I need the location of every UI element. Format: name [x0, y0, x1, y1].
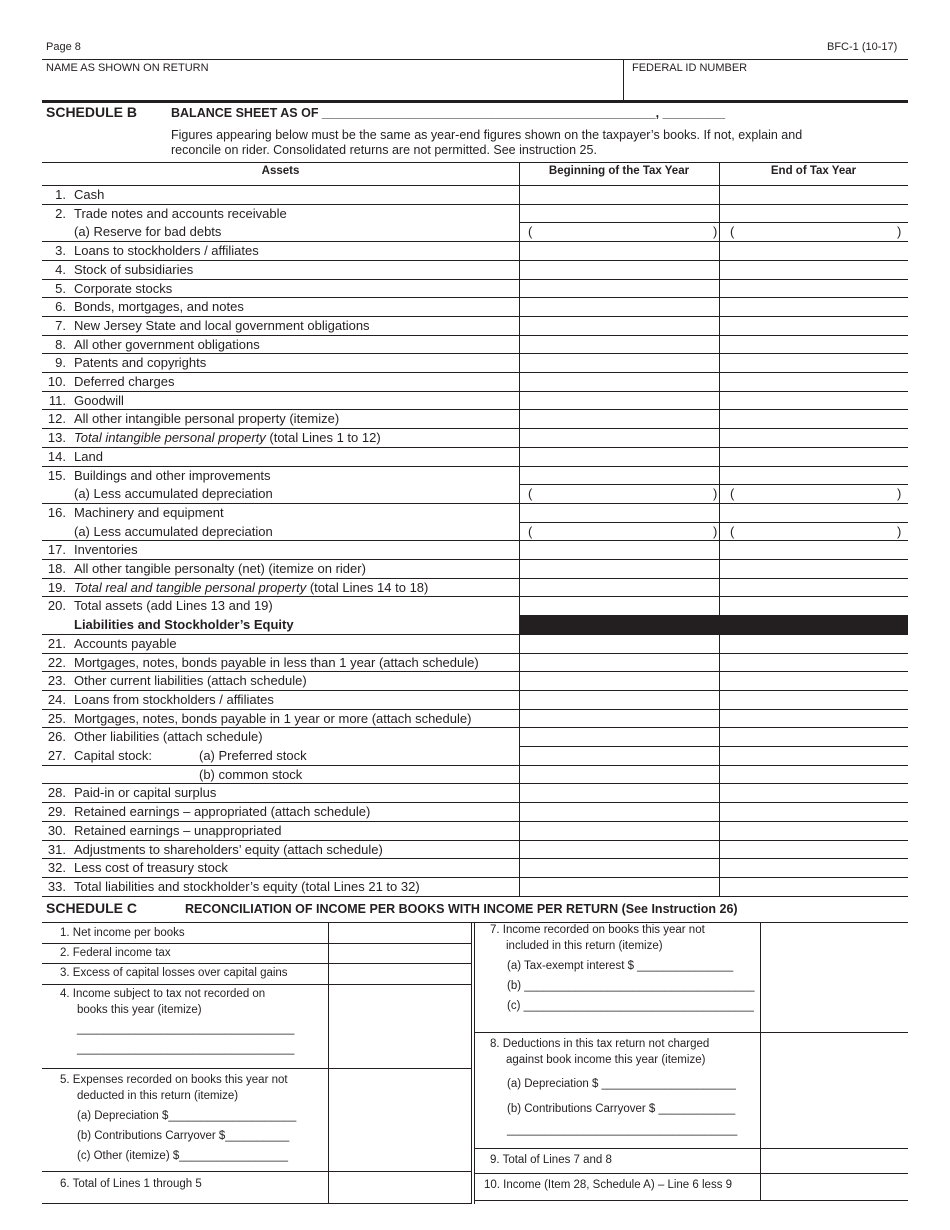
line-label [74, 318, 370, 333]
line-number: 7. [55, 317, 66, 333]
end-year-field[interactable] [720, 803, 907, 820]
line-label-text: (a) Reserve for bad debts [74, 224, 222, 240]
beginning-year-field[interactable] [520, 354, 718, 371]
end-year-field[interactable] [720, 298, 907, 315]
line-label-text: Patents and copyrights [74, 355, 207, 371]
paren-open: ( [730, 523, 735, 539]
line-label-italic: Total intangible personal property [74, 430, 266, 446]
end-year-field[interactable] [720, 354, 907, 371]
line-10-amount[interactable] [761, 1174, 907, 1199]
line-label [74, 636, 177, 651]
end-year-field[interactable] [720, 242, 907, 259]
depreciation-field[interactable]: (a) Depreciation $ _____________________ [507, 1078, 736, 1090]
line-label [74, 598, 273, 613]
end-year-field[interactable] [720, 597, 907, 614]
end-year-field[interactable] [720, 485, 907, 502]
beginning-year-field[interactable] [520, 672, 718, 689]
line-label [74, 711, 471, 726]
beginning-year-field[interactable] [520, 560, 718, 577]
beginning-year-field[interactable] [520, 336, 718, 353]
line-label [74, 486, 273, 501]
line-label-text: All other government obligations [74, 336, 260, 352]
line-number: 3. [55, 243, 66, 259]
row-divider [42, 896, 908, 897]
schedule-c-line-8-cont: against book income this year (itemize) [506, 1054, 706, 1066]
line-label-text: Cash [74, 187, 105, 202]
line-number: 22. [47, 654, 66, 670]
line-label-text: Deferred charges [74, 374, 175, 389]
beginning-year-field[interactable] [520, 223, 718, 240]
name-field[interactable] [42, 60, 622, 100]
paren-open: ( [730, 224, 735, 240]
beginning-year-field[interactable] [520, 766, 718, 783]
paren-open: ( [528, 224, 533, 240]
line-label [74, 617, 294, 632]
line-number: 23. [47, 673, 66, 689]
line-label [74, 524, 273, 539]
balance-sheet-title[interactable]: BALANCE SHEET AS OF ________________________________________________, _________ [171, 106, 726, 120]
line-label-text: Capital stock: [74, 748, 153, 763]
line-label-text: Corporate stocks [74, 280, 173, 296]
beginning-year-field[interactable] [520, 242, 718, 259]
beginning-year-field[interactable] [520, 429, 718, 446]
beginning-year-field[interactable] [520, 186, 718, 203]
federal-id-label: FEDERAL ID NUMBER [632, 62, 748, 74]
line-label [74, 243, 259, 258]
end-year-field[interactable] [720, 747, 907, 764]
end-year-field[interactable] [720, 654, 907, 671]
line-label [74, 804, 370, 819]
line-number: 11. [48, 392, 66, 408]
beginning-year-field[interactable] [520, 597, 718, 614]
end-year-field[interactable] [720, 317, 907, 334]
line-label-text: Adjustments to shareholders’ equity (attach schedule) [74, 841, 383, 857]
line-number: 26. [47, 729, 66, 745]
line-label [74, 411, 339, 426]
end-year-field[interactable] [720, 560, 907, 577]
beginning-year-field[interactable] [520, 205, 718, 222]
line-label [74, 468, 271, 483]
schedule-b-instruction: reconcile on rider. Consolidated returns are not permitted. See instruction 25. [171, 143, 597, 157]
beginning-year-field[interactable] [520, 467, 718, 484]
end-year-field[interactable] [720, 766, 907, 783]
schedule-c-line-8: 8. Deductions in this tax return not charged [490, 1038, 710, 1050]
line-label-suffix: (total Lines 14 to 18) [306, 579, 429, 595]
line-label [74, 673, 307, 688]
beginning-year-field[interactable] [520, 654, 718, 671]
itemize-line[interactable]: ____________________________________ [507, 1124, 738, 1136]
beginning-year-field[interactable] [520, 859, 718, 876]
schedule-c-line-4: 4. Income subject to tax not recorded on [60, 988, 266, 1000]
line-label-text: Total liabilities and stockholder’s equity (total Lines 21 to 32) [74, 878, 420, 894]
line-number: 4. [55, 261, 66, 277]
line-label [74, 262, 193, 277]
line-label [74, 224, 221, 239]
end-year-field[interactable] [720, 691, 907, 708]
line-5-amount[interactable] [329, 1069, 470, 1170]
line-label [74, 729, 263, 744]
schedule-c-title: RECONCILIATION OF INCOME PER BOOKS WITH INCOME PER RETURN (See Instruction 26) [185, 902, 738, 916]
end-year-field[interactable] [720, 504, 907, 521]
end-year-field[interactable] [720, 822, 907, 839]
line-label [74, 430, 381, 445]
beginning-year-field[interactable] [520, 298, 718, 315]
other-itemize-field[interactable]: (c) Other (itemize) $_________________ [77, 1150, 288, 1162]
line-label-text: Goodwill [74, 392, 124, 408]
line-label-text: Machinery and equipment [74, 504, 224, 520]
line-label-italic: Total real and tangible personal property [74, 579, 307, 595]
line-label [74, 449, 103, 464]
beginning-year-field[interactable] [520, 728, 718, 745]
paren-close: ) [713, 486, 718, 502]
beginning-year-field[interactable] [520, 579, 718, 596]
line-label [74, 299, 244, 314]
itemize-line[interactable]: (c) ____________________________________ [507, 1000, 754, 1012]
end-year-field[interactable] [720, 579, 907, 596]
beginning-year-field[interactable] [520, 410, 718, 427]
contributions-carryover-field[interactable]: (b) Contributions Carryover $__________ [77, 1130, 290, 1142]
line-label [74, 580, 428, 595]
beginning-year-field[interactable] [520, 747, 718, 764]
end-year-field[interactable] [720, 336, 907, 353]
line-number: 10. [47, 374, 66, 389]
col-header-end: End of Tax Year [770, 165, 857, 177]
paren-close: ) [897, 523, 902, 539]
beginning-year-field[interactable] [520, 448, 718, 465]
line-number: 5. [55, 280, 66, 296]
end-year-field[interactable] [720, 429, 907, 446]
line-label-text: Liabilities and Stockholder’s Equity [74, 617, 294, 633]
line-number: 9. [55, 355, 66, 371]
line-9-amount[interactable] [761, 1149, 907, 1172]
beginning-year-field[interactable] [520, 710, 718, 727]
line-number: 30. [47, 822, 66, 838]
beginning-year-field[interactable] [520, 523, 718, 540]
paren-open: ( [528, 523, 533, 539]
line-label-text: Mortgages, notes, bonds payable in 1 year or more (attach schedule) [74, 710, 472, 726]
line-label-text: Other current liabilities (attach schedule) [74, 673, 307, 689]
beginning-year-field[interactable] [520, 485, 718, 502]
col-header-assets: Assets [261, 165, 300, 177]
line-2-amount[interactable] [329, 944, 470, 962]
itemize-line[interactable]: __________________________________ [77, 1043, 295, 1055]
line-6-amount[interactable] [329, 1172, 470, 1202]
line-label [74, 655, 479, 670]
line-label [74, 692, 274, 707]
line-number: 13. [47, 430, 66, 446]
end-year-field[interactable] [720, 373, 907, 390]
schedule-c-line-5: 5. Expenses recorded on books this year not [60, 1074, 288, 1086]
end-year-field[interactable] [720, 541, 907, 558]
beginning-year-field[interactable] [520, 280, 718, 297]
end-year-field[interactable] [720, 280, 907, 297]
line-4-amount[interactable] [329, 985, 470, 1067]
line-label [74, 206, 287, 221]
line-number: 21. [47, 635, 66, 651]
page-number: Page 8 [46, 41, 81, 53]
line-label-text: Less cost of treasury stock [74, 860, 228, 876]
line-label [74, 505, 224, 520]
schedule-c-line-9: 9. Total of Lines 7 and 8 [490, 1154, 612, 1166]
paren-open: ( [528, 486, 533, 502]
schedule-c-label: SCHEDULE C [46, 900, 138, 916]
line-label-text: Loans from stockholders / affiliates [74, 691, 274, 707]
beginning-year-field[interactable] [520, 635, 718, 652]
end-year-field[interactable] [720, 261, 907, 278]
paren-close: ) [897, 486, 902, 502]
line-label-text: Other liabilities (attach schedule) [74, 729, 263, 745]
line-number: 12. [47, 411, 66, 427]
end-year-field[interactable] [720, 728, 907, 745]
line-label [74, 785, 216, 800]
col-header-beginning: Beginning of the Tax Year [548, 165, 690, 177]
paren-close: ) [713, 224, 718, 240]
end-year-field[interactable] [720, 410, 907, 427]
line-label [74, 842, 383, 857]
line-label-text: Land [74, 448, 103, 464]
shaded-cell [519, 616, 908, 634]
line-number: 17. [47, 542, 66, 558]
beginning-year-field[interactable] [520, 822, 718, 839]
federal-id-field[interactable] [624, 60, 908, 100]
paren-close: ) [897, 224, 902, 240]
line-number: 19. [47, 579, 66, 595]
schedule-c-line-10: 10. Income (Item 28, Schedule A) – Line 6 less 9 [484, 1179, 733, 1191]
itemize-line[interactable]: (b) ____________________________________ [507, 980, 755, 992]
line-number: 1. [55, 187, 66, 202]
line-label-text: Mortgages, notes, bonds payable in less than 1 year (attach schedule) [74, 654, 479, 670]
line-label [74, 187, 104, 202]
end-year-field[interactable] [720, 205, 907, 222]
line-label-text: Inventories [74, 542, 138, 558]
line-label-text: Bonds, mortgages, and notes [74, 299, 244, 315]
end-year-field[interactable] [720, 635, 907, 652]
beginning-year-field[interactable] [520, 541, 718, 558]
paren-close: ) [713, 523, 718, 539]
capital-stock-sub: (a) Preferred stock [199, 748, 307, 763]
line-label [74, 393, 124, 408]
divider [42, 100, 908, 103]
schedule-b-label: SCHEDULE B [46, 104, 138, 120]
itemize-line[interactable]: __________________________________ [77, 1023, 295, 1035]
line-3-amount[interactable] [329, 964, 470, 983]
end-year-field[interactable] [720, 392, 907, 409]
line-number: 20. [47, 598, 66, 614]
line-number: 32. [47, 860, 66, 876]
line-label [74, 281, 172, 296]
schedule-c-line-7: 7. Income recorded on books this year not [490, 924, 705, 936]
line-number: 15. [47, 467, 66, 483]
depreciation-field[interactable]: (a) Depreciation $____________________ [77, 1110, 297, 1122]
paren-open: ( [730, 486, 735, 502]
line-label-text: Trade notes and accounts receivable [74, 205, 287, 221]
form-id: BFC-1 (10-17) [827, 41, 898, 53]
schedule-b-instruction: Figures appearing below must be the same as year-end figures shown on the taxpayer’s books. If not, explain and [171, 128, 803, 142]
end-year-field[interactable] [720, 859, 907, 876]
line-label-suffix: (total Lines 1 to 12) [265, 430, 381, 446]
line-label-text: (a) Less accumulated depreciation [74, 486, 273, 502]
line-label-text: All other intangible personal property (itemize) [74, 411, 340, 427]
line-number: 27. [47, 748, 66, 763]
capital-stock-sub: (b) common stock [199, 766, 303, 782]
schedule-c-line-6: 6. Total of Lines 1 through 5 [60, 1178, 202, 1190]
schedule-c-line-4-cont: books this year (itemize) [77, 1004, 202, 1016]
line-label-text: Accounts payable [74, 635, 177, 651]
line-number: 31. [47, 841, 66, 857]
schedule-c-line-3: 3. Excess of capital losses over capital gains [60, 967, 288, 979]
line-number: 29. [47, 804, 66, 820]
line-label-text: New Jersey State and local government obligations [74, 317, 370, 333]
end-year-field[interactable] [720, 467, 907, 484]
line-number: 33. [47, 878, 66, 894]
tax-exempt-interest-field[interactable]: (a) Tax-exempt interest $ _______________ [507, 960, 734, 972]
end-year-field[interactable] [720, 448, 907, 465]
schedule-c-line-5-cont: deducted in this return (itemize) [77, 1090, 239, 1102]
line-label [74, 374, 174, 389]
line-number: 8. [55, 336, 66, 352]
end-year-field[interactable] [720, 841, 907, 858]
line-label [74, 879, 420, 894]
line-label-text: All other tangible personalty (net) (itemize on rider) [74, 561, 366, 576]
beginning-year-field[interactable] [520, 392, 718, 409]
line-label [74, 860, 228, 875]
line-label-text: Retained earnings – unappropriated [74, 822, 282, 838]
beginning-year-field[interactable] [520, 878, 718, 895]
line-number: 14. [47, 448, 66, 464]
beginning-year-field[interactable] [520, 317, 718, 334]
beginning-year-field[interactable] [520, 504, 718, 521]
beginning-year-field[interactable] [520, 803, 718, 820]
line-number: 2. [55, 205, 66, 221]
beginning-year-field[interactable] [520, 373, 718, 390]
line-number: 25. [47, 710, 66, 726]
contributions-carryover-field[interactable]: (b) Contributions Carryover $ ____________ [507, 1103, 736, 1115]
end-year-field[interactable] [720, 710, 907, 727]
schedule-c-line-2: 2. Federal income tax [60, 947, 171, 959]
line-label [74, 823, 281, 838]
line-label-text: (a) Less accumulated depreciation [74, 523, 273, 539]
end-year-field[interactable] [720, 784, 907, 801]
line-label [74, 355, 206, 370]
end-year-field[interactable] [720, 878, 907, 895]
line-label-text: Total assets (add Lines 13 and 19) [74, 598, 273, 614]
line-number: 28. [47, 785, 66, 801]
line-label [74, 542, 138, 557]
line-1-amount[interactable] [329, 923, 470, 942]
line-label-text: Stock of subsidiaries [74, 261, 194, 277]
line-8-amount[interactable] [761, 1033, 907, 1147]
line-number: 24. [47, 691, 66, 707]
name-as-shown-label: NAME AS SHOWN ON RETURN [46, 62, 209, 74]
line-label [74, 748, 152, 763]
beginning-year-field[interactable] [520, 261, 718, 278]
end-year-field[interactable] [720, 223, 907, 240]
line-label [74, 337, 260, 352]
line-label-text: Retained earnings – appropriated (attach schedule) [74, 804, 371, 820]
line-number: 18. [47, 561, 66, 576]
line-number: 16. [47, 504, 66, 520]
schedule-c-line-1: 1. Net income per books [60, 927, 185, 939]
beginning-year-field[interactable] [520, 691, 718, 708]
end-year-field[interactable] [720, 523, 907, 540]
line-label-text: Paid-in or capital surplus [74, 785, 217, 801]
line-7-amount[interactable] [761, 923, 907, 1031]
line-number: 6. [55, 299, 66, 315]
schedule-c-line-7-cont: included in this return (itemize) [506, 940, 663, 952]
end-year-field[interactable] [720, 186, 907, 203]
line-label-text: Buildings and other improvements [74, 467, 271, 483]
line-label-text: Loans to stockholders / affiliates [74, 243, 259, 259]
line-label [74, 561, 366, 576]
beginning-year-field[interactable] [520, 784, 718, 801]
beginning-year-field[interactable] [520, 841, 718, 858]
end-year-field[interactable] [720, 672, 907, 689]
